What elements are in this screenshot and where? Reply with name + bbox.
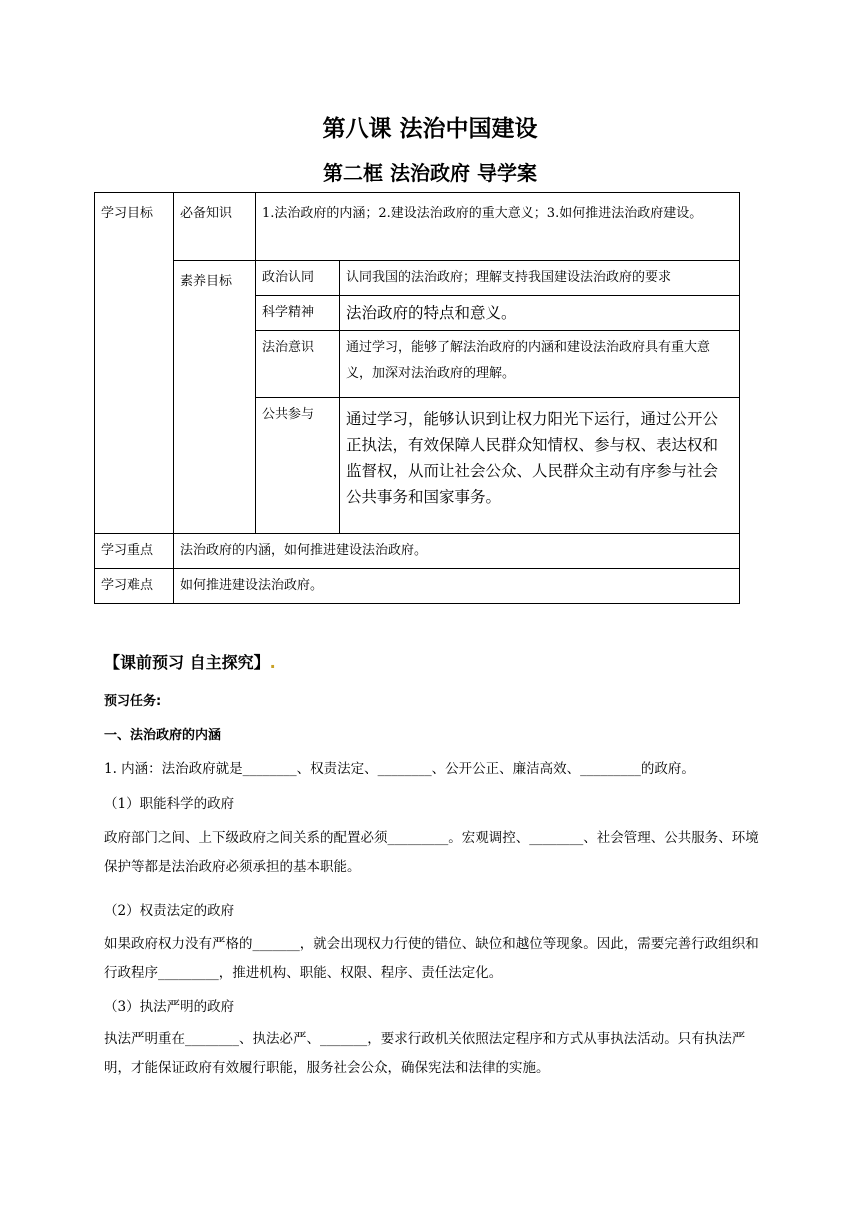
key-points-label: 学习重点 [95, 534, 174, 569]
literacy-row-text: 认同我国的法治政府；理解支持我国建设法治政府的要求 [340, 261, 740, 296]
learning-objectives-table [94, 192, 740, 604]
preview-task-label: 预习任务: [104, 694, 162, 709]
learning-goals-label: 学习目标 [95, 193, 174, 534]
required-knowledge-text: 1.法治政府的内涵；2.建设法治政府的重大意义；3.如何推进法治政府建设。 [256, 193, 740, 261]
section-heading: 一、法治政府的内涵 [104, 728, 222, 743]
literacy-row-label: 科学精神 [256, 296, 340, 331]
page-title: 第八课 法治中国建设 [322, 116, 538, 142]
preview-heading-dot: . [269, 653, 276, 672]
preview-heading-text: 【课前预习 自主探究】 [104, 653, 270, 672]
literacy-row-label: 公共参与 [256, 398, 340, 534]
required-knowledge-label: 必备知识 [174, 193, 256, 261]
literacy-row-text: 法治政府的特点和意义。 [340, 296, 740, 331]
difficulties-label: 学习难点 [95, 569, 174, 604]
difficulties-text: 如何推进建设法治政府。 [174, 569, 740, 604]
paragraph: （2）权责法定的政府 [104, 903, 235, 919]
preview-heading [104, 650, 276, 673]
literacy-row-label: 政治认同 [256, 261, 340, 296]
literacy-row-text: 通过学习，能够了解法治政府的内涵和建设法治政府具有重大意义，加深对法治政府的理解。 [340, 331, 740, 398]
paragraph: （3）执法严明的政府 [104, 999, 235, 1015]
paragraph: 如果政府权力没有严格的_______，就会出现权力行使的错位、缺位和越位等现象。因此，需要完善行政组织和行政程序_________，推进机构、职能、权限、程序、责任法定化。 [104, 936, 759, 981]
literacy-goals-label: 素养目标 [174, 261, 256, 534]
paragraph: 政府部门之间、上下级政府之间关系的配置必须_________。宏观调控、________、社会管理、公共服务、环境保护等都是法治政府必须承担的基本职能。 [104, 830, 759, 875]
paragraph: 1. 内涵：法治政府就是________、权责法定、________、公开公正、廉洁高效、_________的政府。 [104, 761, 695, 777]
paragraph: （1）职能科学的政府 [104, 796, 235, 812]
literacy-row-text: 通过学习，能够认识到让权力阳光下运行，通过公开公正执法，有效保障人民群众知情权、参与权、表达权和监督权，从而让社会公众、人民群众主动有序参与社会公共事务和国家事务。 [340, 398, 740, 534]
paragraph: 执法严明重在________、执法必严、_______，要求行政机关依照法定程序和方式从事执法活动。只有执法严明，才能保证政府有效履行职能，服务社会公众，确保宪法和法律的实施。 [104, 1031, 746, 1076]
key-points-text: 法治政府的内涵，如何推进建设法治政府。 [174, 534, 740, 569]
page-subtitle: 第二框 法治政府 导学案 [323, 161, 537, 185]
literacy-row-label: 法治意识 [256, 331, 340, 398]
